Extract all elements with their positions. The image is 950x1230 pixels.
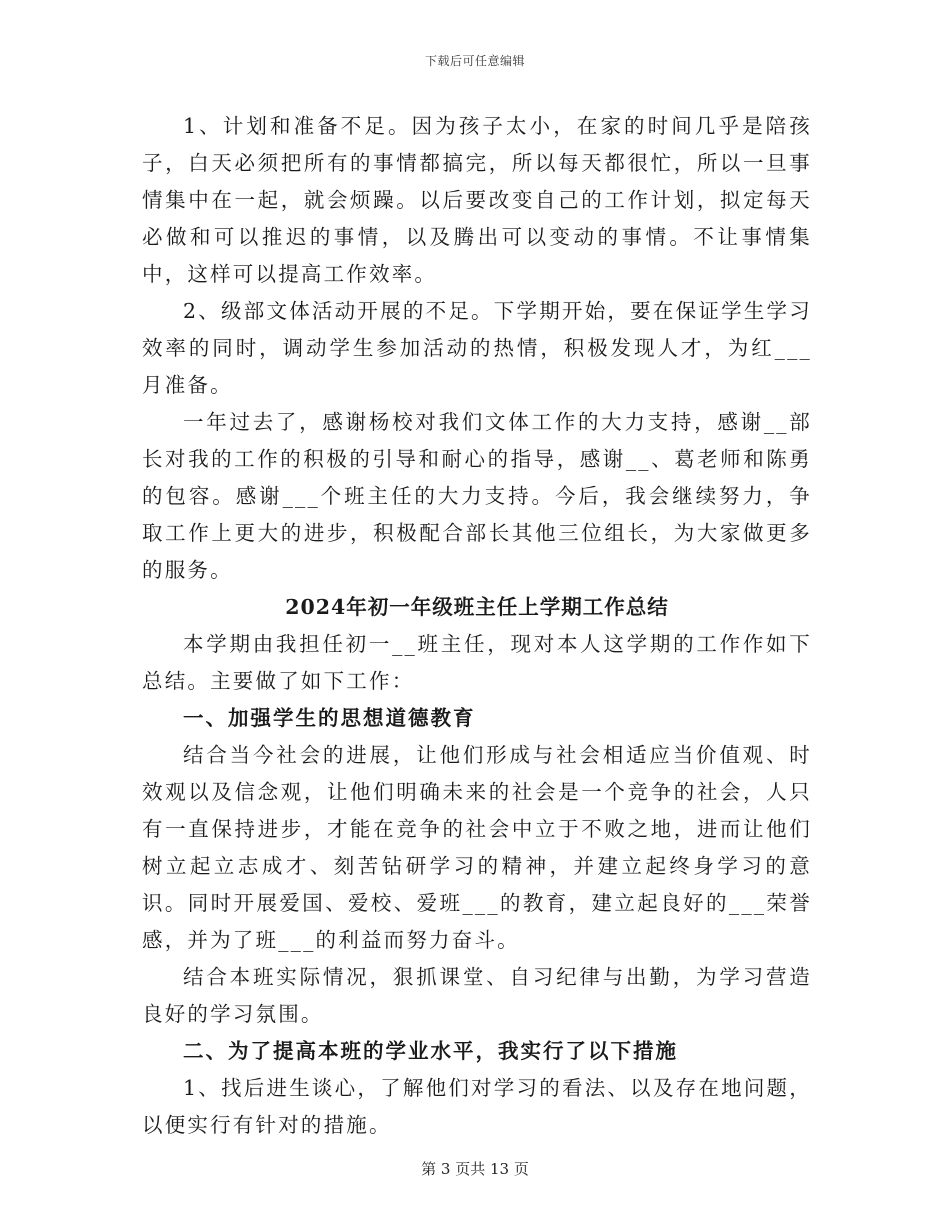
paragraph-moral-education: 结合当今社会的进展，让他们形成与社会相适应当价值观、时效观以及信念观，让他们明确未来的社会是一个竞争的社会，人只有一直保持进步，才能在竞争的社会中立于不败之地，进而让他们树立起立志成才、刻苦钻研学习的精神，并建立起终身学习的意识。同时开展爱国、爱校、爱班___的教育，建立起良好的___荣誉感，并为了班___的利益而努力奋斗。 [142,743,812,952]
paragraph-measure-1: 1、找后进生谈心，了解他们对学习的看法、以及存在地问题，以便实行有针对的措施。 [142,1076,812,1137]
paragraph-discipline: 结合本班实际情况，狠抓课堂、自习纪律与出勤，为学习营造良好的学习氛围。 [142,965,812,1026]
section-heading-academic-measures: 二、为了提高本班的学业水平，我实行了以下措施 [183,1039,678,1063]
paragraph-intro: 本学期由我担任初一__班主任，现对本人这学期的工作作如下总结。主要做了如下工作： [142,632,812,693]
paragraph-plan-insufficient: 1、计划和准备不足。因为孩子太小，在家的时间几乎是陪孩子，白天必须把所有的事情都搞完，所以每天都很忙，所以一旦事情集中在一起，就会烦躁。以后要改变自己的工作计划，拟定每天必做和可以推迟的事情，以及腾出可以变动的事情。不让事情集中，这样可以提高工作效率。 [142,114,812,286]
page-header: 下载后可任意编辑 [424,54,525,68]
section-heading-moral-education: 一、加强学生的思想道德教育 [183,706,476,730]
paragraph-thanks: 一年过去了，感谢杨校对我们文体工作的大力支持，感谢__部长对我的工作的积极的引导和耐心的指导，感谢__、葛老师和陈勇的包容。感谢___个班主任的大力支持。今后，我会继续努力，争取工作上更大的进步，积极配合部长其他三位组长，为大家做更多的服务。 [142,410,812,582]
document-title: 2024年初一年级班主任上学期工作总结 [285,595,669,619]
document-body [142,108,812,1144]
page-number: 第 3 页共 13 页 [421,1160,529,1178]
paragraph-activities-insufficient: 2、级部文体活动开展的不足。下学期开始，要在保证学生学习效率的同时，调动学生参加活动的热情，积极发现人才，为红___月准备。 [142,299,812,397]
